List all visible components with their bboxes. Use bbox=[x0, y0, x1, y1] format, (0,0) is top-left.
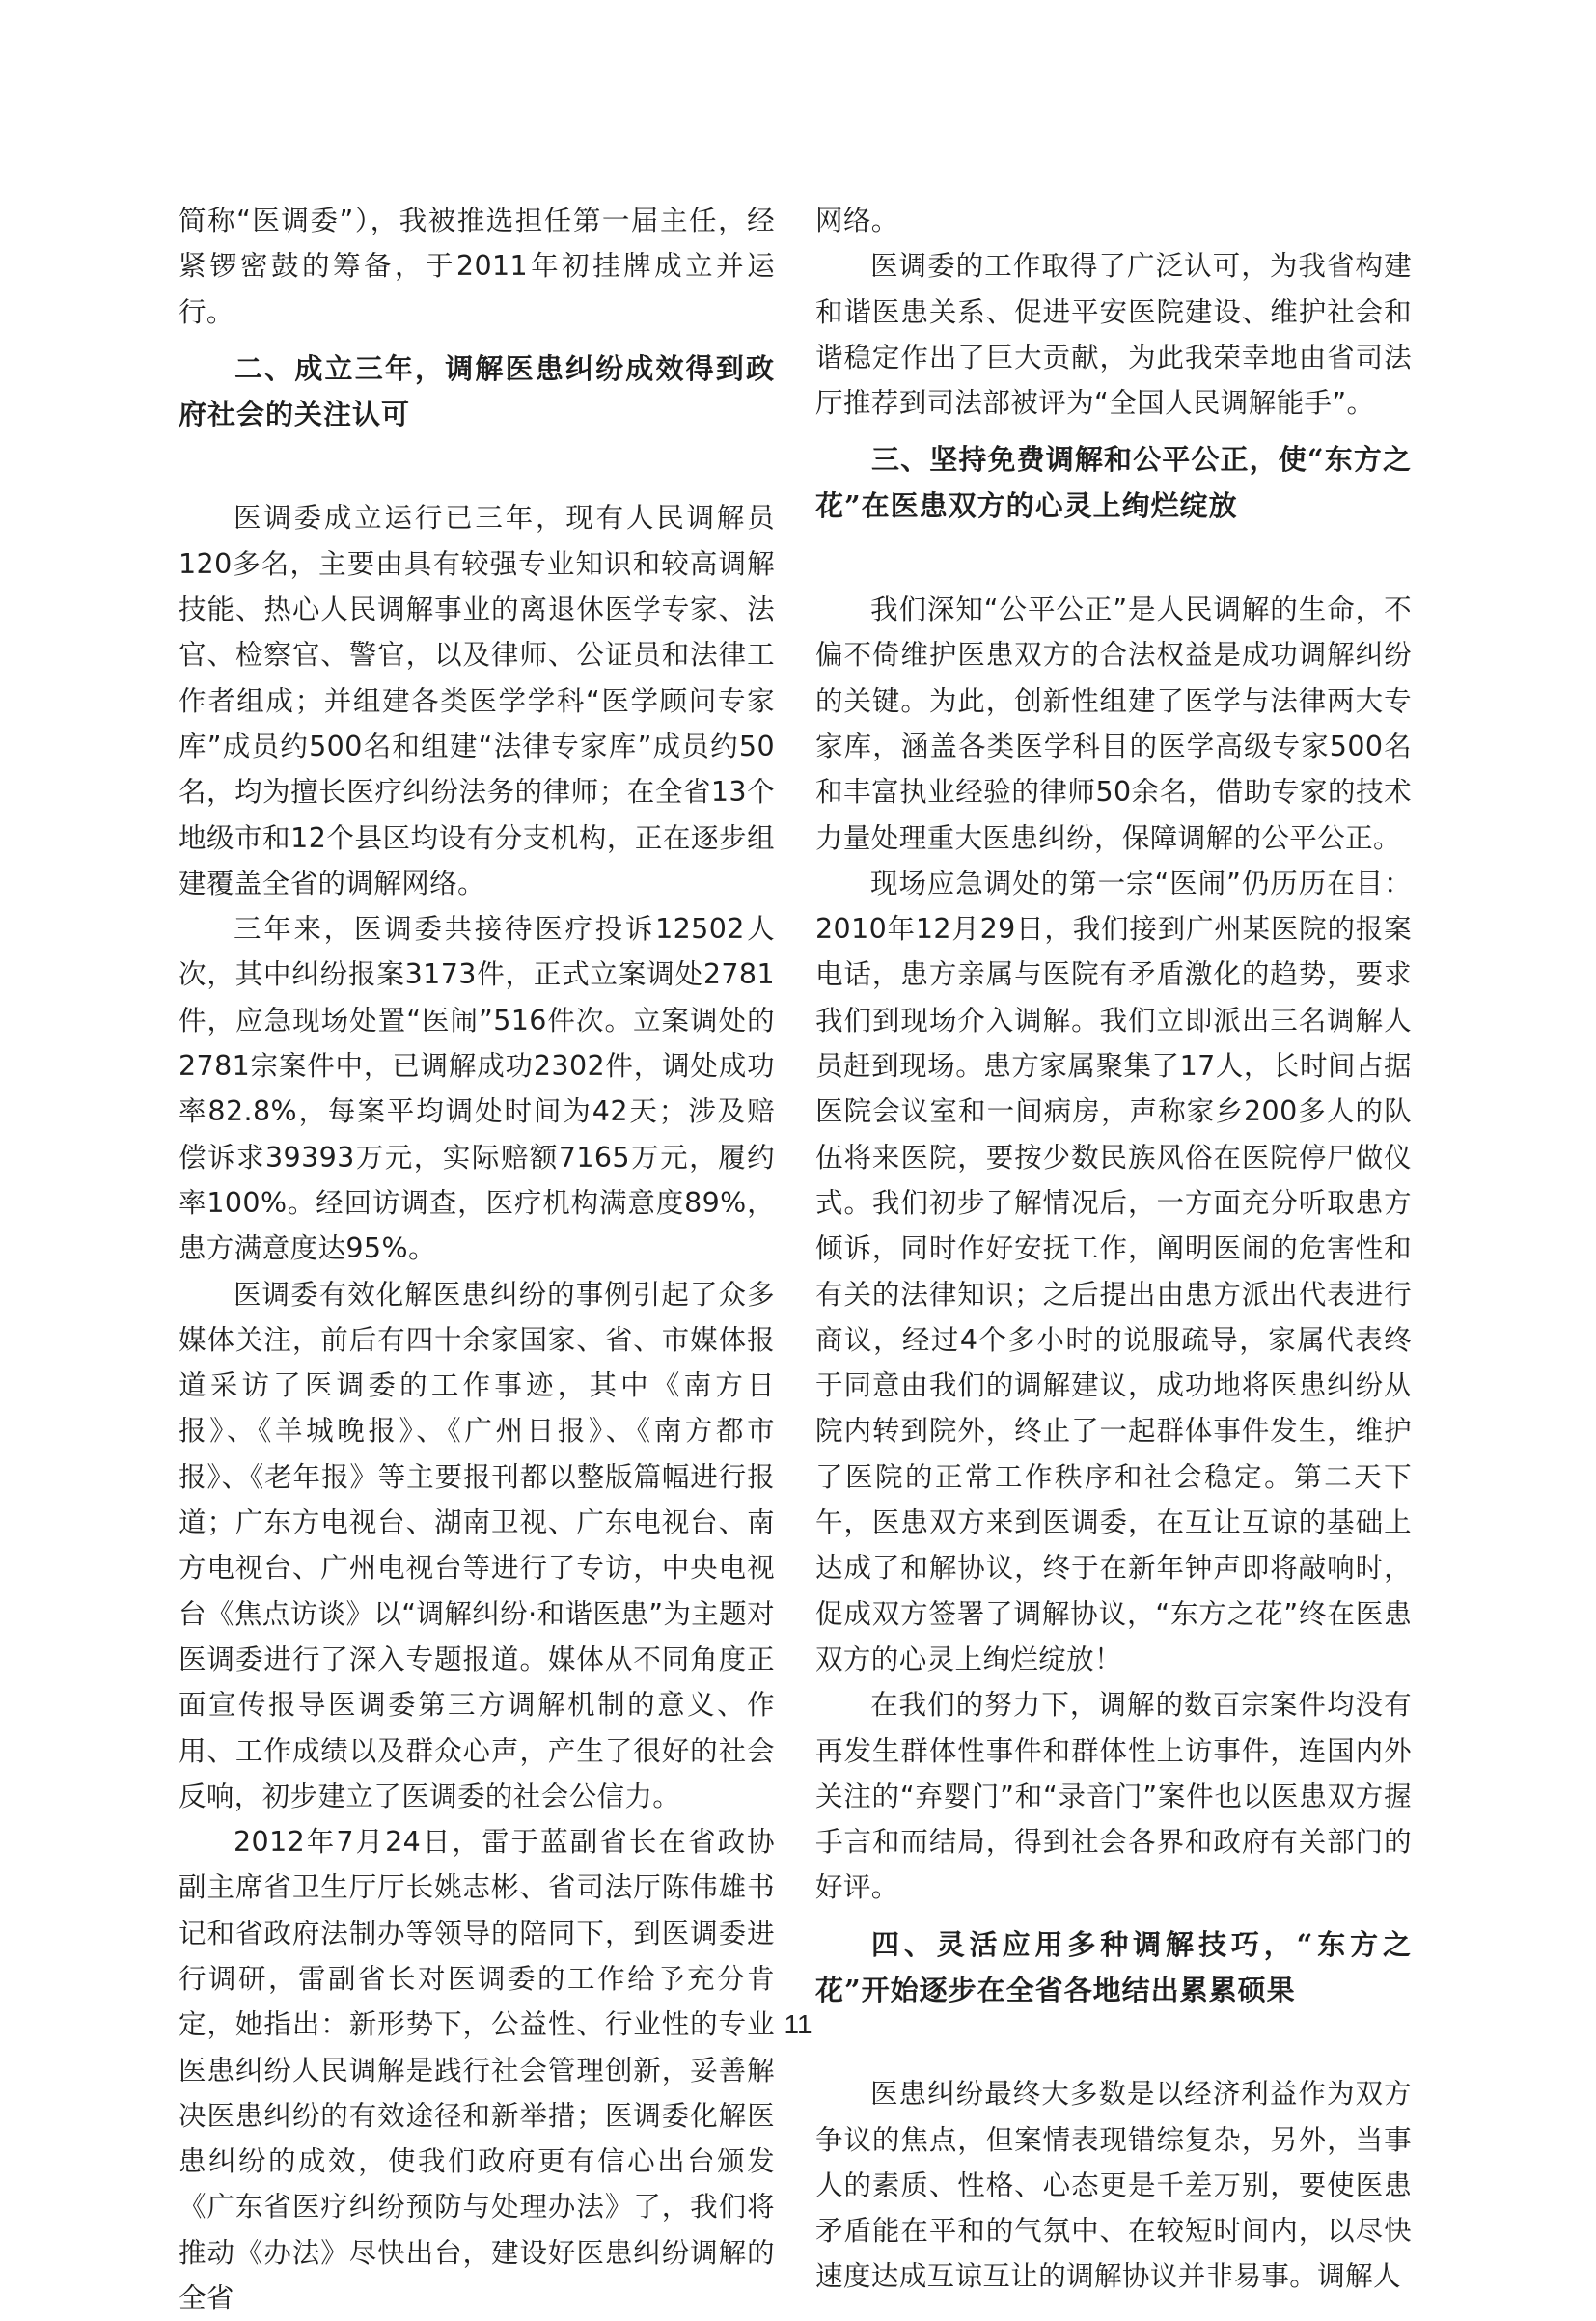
paragraph: 三年来，医调委共接待医疗投诉12502人次，其中纠纷报案3173件，正式立案调处2781件，应急现场处置“医闹”516件次。立案调处的2781宗案件中，已调解成功2302件，调处成功率82.8%，每案平均调处时间为42天；涉及赔偿诉求39393万元，实际赔额7165万元，履约率100%。经回访调查，医疗机构满意度89%，患方满意度达95%。 bbox=[179, 913, 775, 1265]
right-column bbox=[815, 198, 1412, 2300]
paragraph: 现场应急调处的第一宗“医闹”仍历历在目：2010年12月29日，我们接到广州某医院的报案电话，患方亲属与医院有矛盾激化的趋势，要求我们到现场介入调解。我们立即派出三名调解人员赶到现场。患方家属聚集了17人，长时间占据医院会议室和一间病房，声称家乡200多人的队伍将来医院，要按少数民族风俗在医院停尸做仪式。我们初步了解情况后，一方面充分听取患方倾诉，同时作好安抚工作，阐明医闹的危害性和有关的法律知识；之后提出由患方派出代表进行商议，经过4个多小时的说服疏导，家属代表终于同意由我们的调解建议，成功地将医患纠纷从院内转到院外，终止了一起群体事件发生，维护了医院的正常工作秩序和社会稳定。第二天下午，医患双方来到医调委，在互让互谅的基础上达成了和解协议，终于在新年钟声即将敲响时，促成双方签署了调解协议，“东方之花”终在医患双方的心灵上绚烂绽放！ bbox=[815, 867, 1412, 1675]
paragraph: 医调委成立运行已三年，现有人民调解员120多名，主要由具有较强专业知识和较高调解技能、热心人民调解事业的离退休医学专家、法官、检察官、警官，以及律师、公证员和法律工作者组成；并组建各类医学学科“医学顾问专家库”成员约500名和组建“法律专家库”成员约50名，均为擅长医疗纠纷法务的律师；在全省13个地级市和12个县区均设有分支机构，正在逐步组建覆盖全省的调解网络。 bbox=[179, 502, 775, 899]
paragraph: 医调委的工作取得了广泛认可，为我省构建和谐医患关系、促进平安医院建设、维护社会和谐稳定作出了巨大贡献，为此我荣幸地由省司法厅推荐到司法部被评为“全国人民调解能手”。 bbox=[815, 250, 1412, 420]
left-column bbox=[179, 198, 775, 2321]
page-number: 11 bbox=[784, 2009, 812, 2039]
paragraph: 医调委有效化解医患纠纷的事例引起了众多媒体关注，前后有四十余家国家、省、市媒体报道采访了医调委的工作事迹，其中《南方日报》、《羊城晚报》、《广州日报》、《南方都市报》、《老年报》等主要报刊都以整版篇幅进行报道；广东方电视台、湖南卫视、广东电视台、南方电视台、广州电视台等进行了专访，中央电视台《焦点访谈》以“调解纠纷·和谐医患”为主题对医调委进行了深入专题报道。媒体从不同角度正面宣传报导医调委第三方调解机制的意义、作用、工作成绩以及群众心声，产生了很好的社会反响，初步建立了医调委的社会公信力。 bbox=[179, 1278, 775, 1812]
paragraph: 我们深知“公平公正”是人民调解的生命，不偏不倚维护医患双方的合法权益是成功调解纠纷的关键。为此，创新性组建了医学与法律两大专家库，涵盖各类医学科目的医学高级专家500名和丰富执业经验的律师50余名，借助专家的技术力量处理重大医患纠纷，保障调解的公平公正。 bbox=[815, 594, 1412, 854]
paragraph: 医患纠纷最终大多数是以经济利益作为双方争议的焦点，但案情表现错综复杂，另外，当事人的素质、性格、心态更是千差万别，要使医患矛盾能在平和的气氛中、在较短时间内，以尽快速度达成互谅互让的调解协议并非易事。调解人 bbox=[815, 2078, 1412, 2293]
paragraph-continued: 简称“医调委”），我被推选担任第一届主任，经紧锣密鼓的筹备，于2011年初挂牌成立并运行。 bbox=[179, 205, 775, 328]
paragraph-continued: 网络。 bbox=[815, 205, 899, 236]
paragraph: 在我们的努力下，调解的数百宗案件均没有再发生群体性事件和群体性上访事件，连国内外关注的“弃婴门”和“录音门”案件也以医患双方握手言和而结局，得到社会各界和政府有关部门的好评。 bbox=[815, 1689, 1412, 1904]
paragraph: 2012年7月24日，雷于蓝副省长在省政协副主席省卫生厅厅长姚志彬、省司法厅陈伟雄书记和省政府法制办等领导的陪同下，到医调委进行调研，雷副省长对医调委的工作给予充分肯定，她指出：新形势下，公益性、行业性的专业医患纠纷人民调解是践行社会管理创新，妥善解决医患纠纷的有效途径和新举措；医调委化解医患纠纷的成效，使我们政府更有信心出台颁发《广东省医疗纠纷预防与处理办法》了，我们将推动《办法》尽快出台，建设好医患纠纷调解的全省 bbox=[179, 1826, 775, 2315]
section-heading-2: 二、成立三年，调解医患纠纷成效得到政府社会的关注认可 bbox=[179, 351, 775, 431]
section-heading-3: 三、坚持免费调解和公平公正，使“东方之花”在医患双方的心灵上绚烂绽放 bbox=[815, 443, 1412, 522]
section-heading-4: 四、灵活应用多种调解技巧，“东方之花”开始逐步在全省各地结出累累硕果 bbox=[815, 1927, 1412, 2006]
